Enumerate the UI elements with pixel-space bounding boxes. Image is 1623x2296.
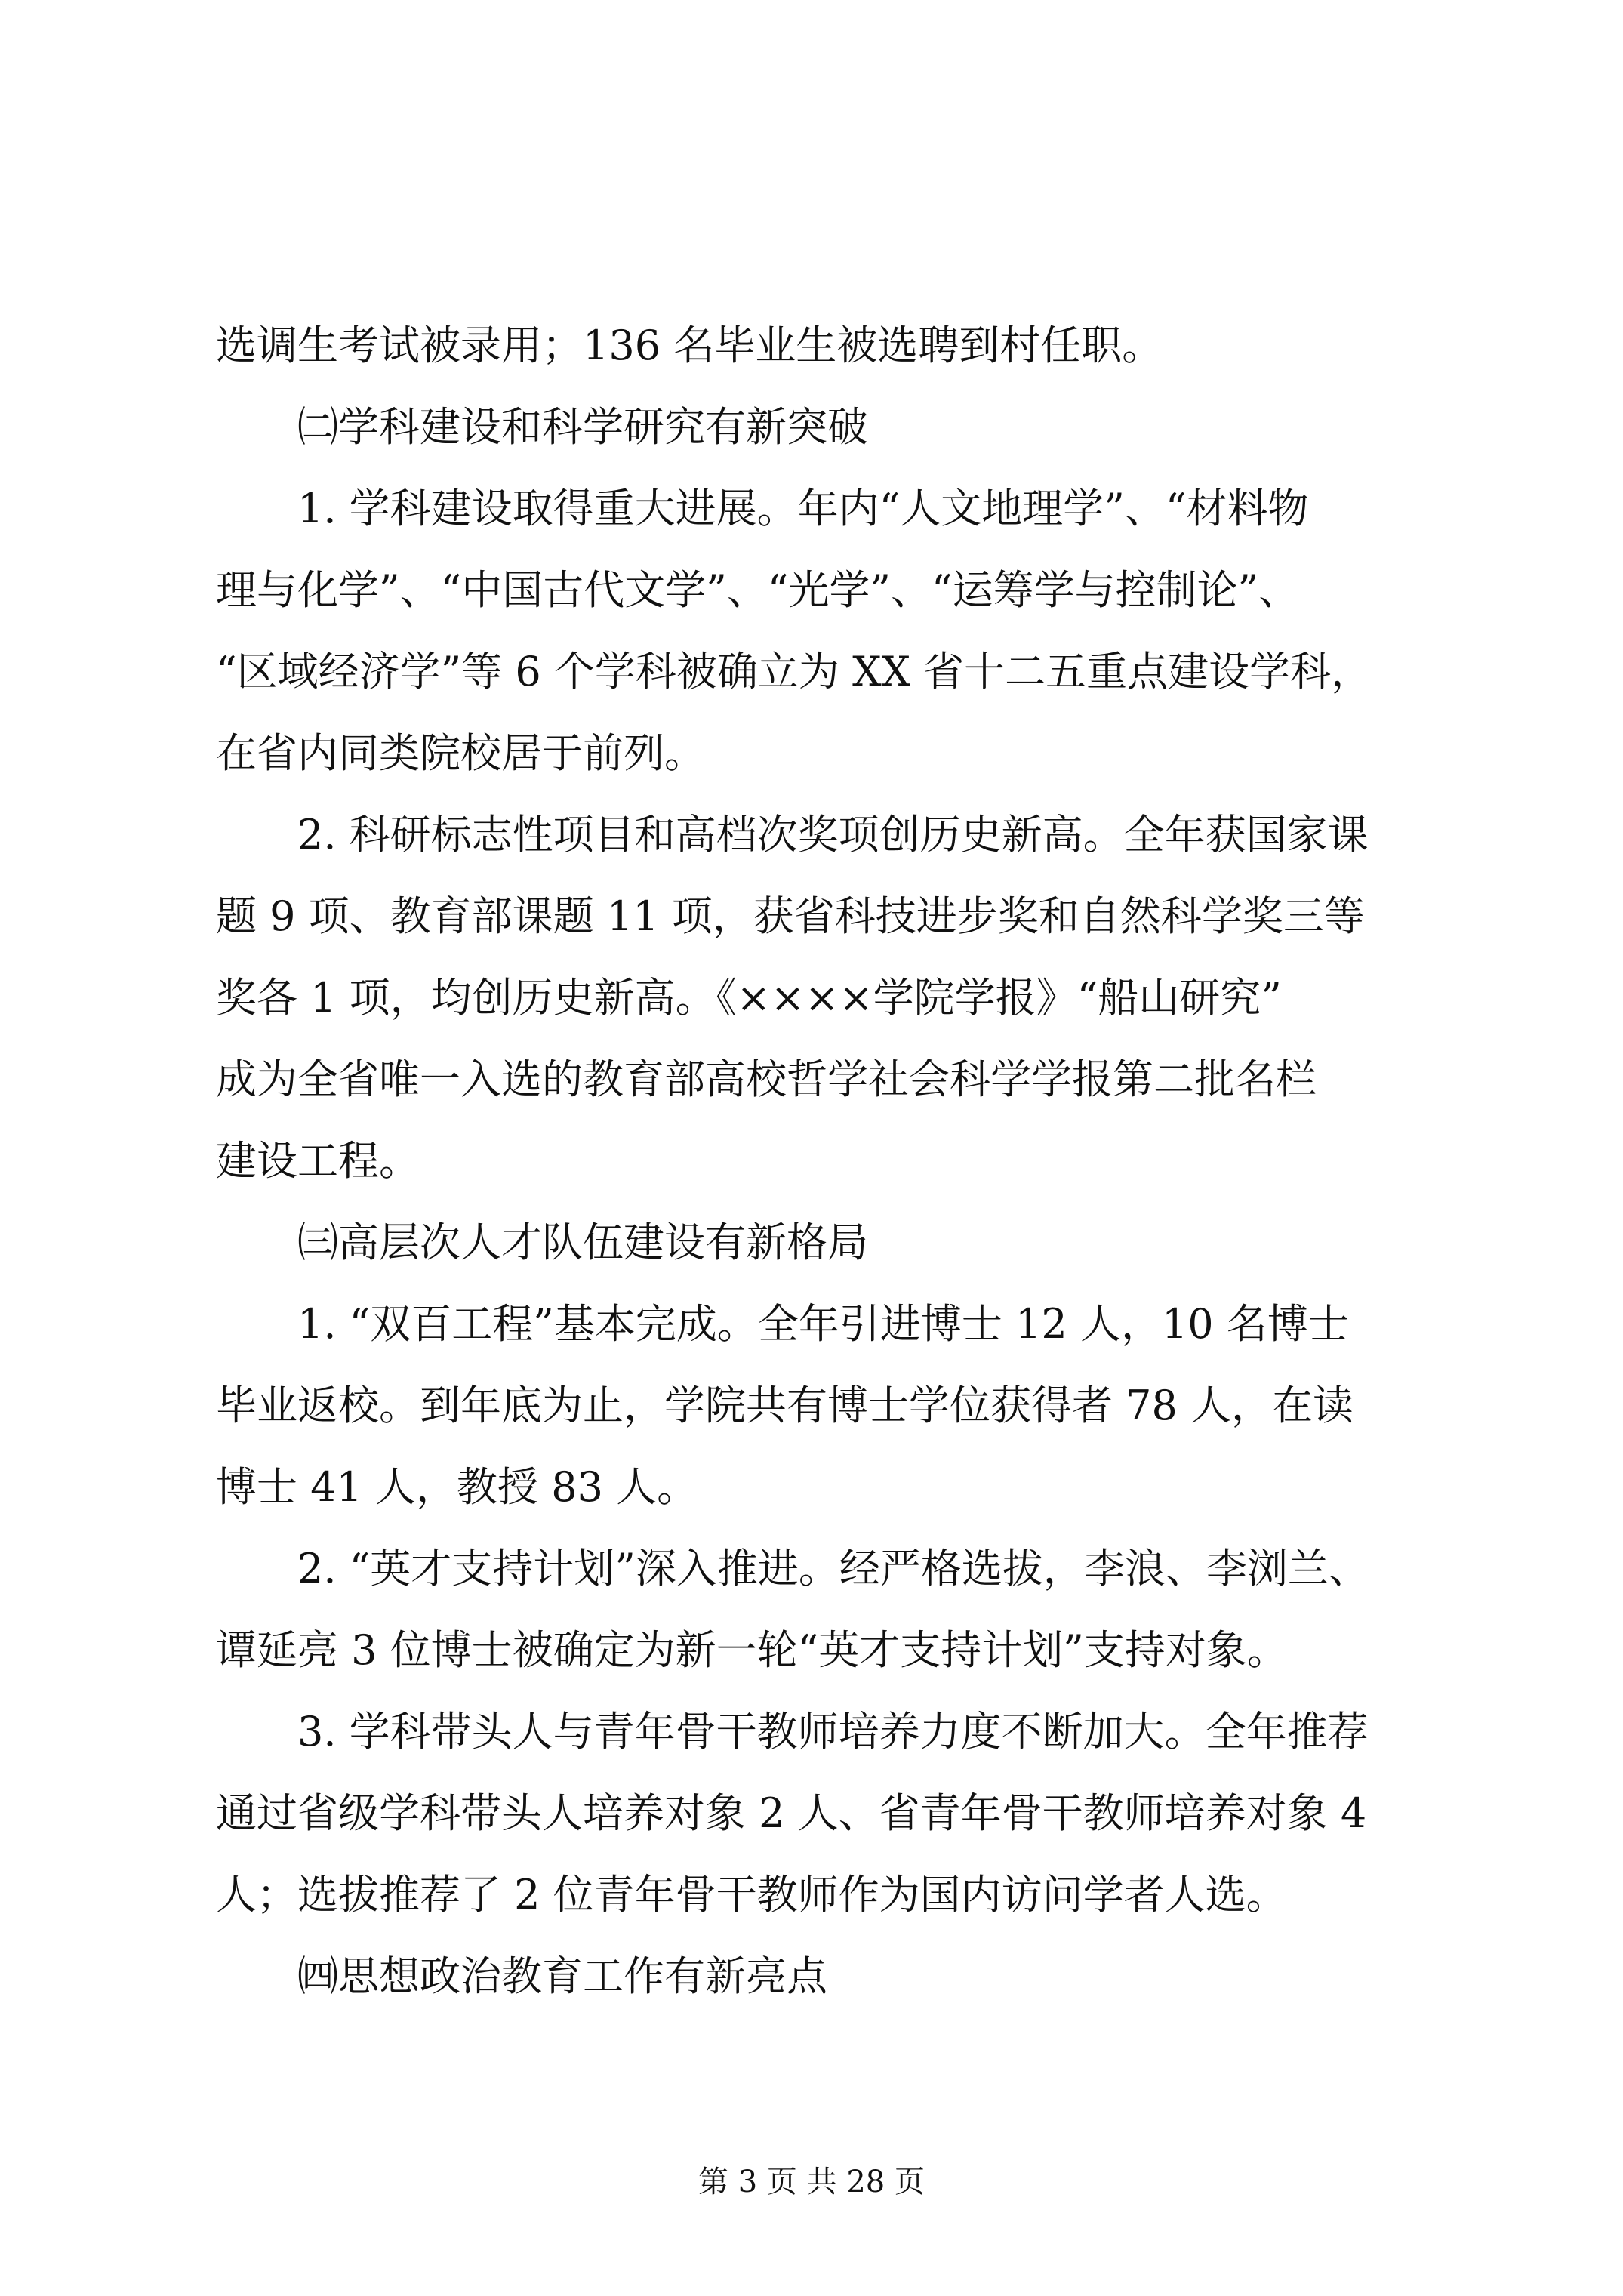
paragraph-p8 (216, 1936, 1424, 2017)
paragraph-p1 (216, 387, 1424, 468)
paragraph-p7 (216, 1691, 1424, 1936)
paragraph-p2 (216, 468, 1424, 794)
text-line: 1. “双百工程”基本完成。全年引进博士 12 人，10 名博士 (297, 1300, 1349, 1348)
text-line: “区域经济学”等 6 个学科被确立为 XX 省十二五重点建设学科， (216, 648, 1372, 695)
text-line: 人；选拔推荐了 2 位青年骨干教师作为国内访问学者人选。 (216, 1871, 1287, 1918)
text-line: 谭延亮 3 位博士被确定为新一轮“英才支持计划”支持对象。 (216, 1626, 1288, 1674)
paragraph-p4 (216, 1202, 1424, 1284)
paragraph-p6 (216, 1528, 1424, 1691)
text-line: 建设工程。 (216, 1137, 420, 1185)
text-line: 奖各 1 项，均创历史新高。《××××学院学报》“船山研究” (216, 974, 1282, 1022)
body-text (216, 305, 1424, 2017)
text-line: ㈡学科建设和科学研究有新突破 (297, 403, 868, 451)
text-line: 2. “英才支持计划”深入推进。经严格选拔，李浪、李浏兰、 (297, 1545, 1369, 1592)
text-line: 2. 科研标志性项目和高档次奖项创历史新高。全年获国家课 (297, 811, 1369, 858)
page-footer: 第 3 页 共 28 页 (698, 2165, 925, 2199)
text-line: 通过省级学科带头人培养对象 2 人、省青年骨干教师培养对象 4 (216, 1789, 1367, 1837)
text-line: ㈢高层次人才队伍建设有新格局 (297, 1219, 868, 1266)
text-line: 博士 41 人，教授 83 人。 (216, 1463, 698, 1511)
paragraph-p0 (216, 305, 1424, 387)
text-line: 1. 学科建设取得重大进展。年内“人文地理学”、“材料物 (297, 485, 1309, 532)
text-line: 选调生考试被录用；136 名毕业生被选聘到村任职。 (216, 322, 1163, 369)
text-line: 毕业返校。到年底为止，学院共有博士学位获得者 78 人，在读 (216, 1382, 1354, 1429)
text-line: 成为全省唯一入选的教育部高校哲学社会科学学报第二批名栏 (216, 1056, 1317, 1103)
text-line: 题 9 项、教育部课题 11 项，获省科技进步奖和自然科学奖三等 (216, 892, 1365, 940)
text-line: ㈣思想政治教育工作有新亮点 (297, 1952, 827, 2000)
paragraph-p5 (216, 1284, 1424, 1528)
paragraph-p3 (216, 794, 1424, 1202)
text-line: 理与化学”、“中国古代文学”、“光学”、“运筹学与控制论”、 (216, 566, 1300, 614)
text-line: 在省内同类院校居于前列。 (216, 729, 705, 777)
text-line: 3. 学科带头人与青年骨干教师培养力度不断加大。全年推荐 (297, 1708, 1369, 1755)
